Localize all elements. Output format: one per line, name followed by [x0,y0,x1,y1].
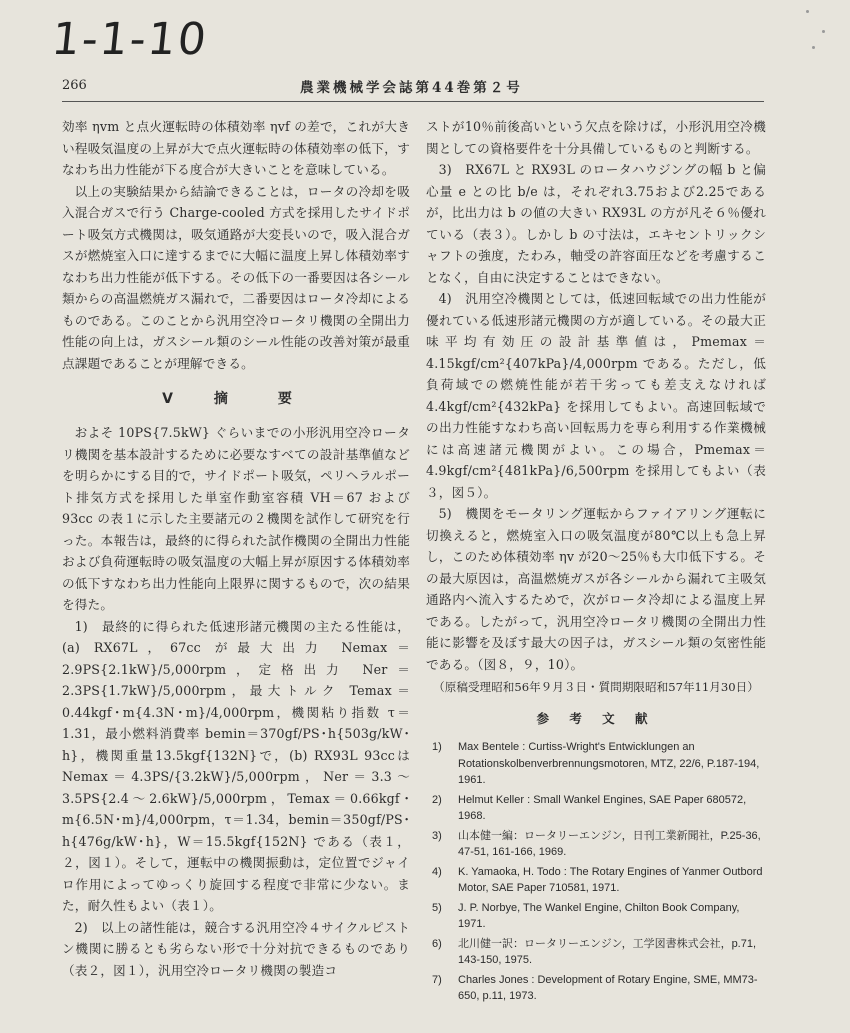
scan-speck [812,46,815,49]
header-rule [62,101,764,102]
reference-item [426,739,766,789]
reference-number: 7) [432,973,442,986]
paragraph: 4) 汎用空冷機関としては，低速回転域での出力性能が優れている低速形諸元機関の方が適している。その最大正味平均有効圧の設計基準値は，Pmemax＝4.15kgf/cm²{407kPa}/4,000rpm である。ただし，低負荷域での燃焼性能が若干劣っても差支えなければ4.4kgf/cm²{432kPa} を採用してもよい。高速回転域での出力性能すなわち高い回転馬力を専ら利用する作業機械には高速諸元機関がよい。この場合，Pmemax＝4.9kgf/cm²{481kPa}/6,500rpm を採用してもよい（表３，図５）。 [426,291,766,500]
section-heading: Ⅴ 摘 要 [162,391,310,407]
reference-number: 2) [432,793,442,806]
page-number: 266 [62,78,87,93]
reference-number: 6) [432,937,442,950]
reference-text: Helmut Keller : Small Wankel Engines, SAE Paper 680572, 1968. [458,793,747,822]
right-column [426,116,766,1008]
reference-number: 1) [432,741,442,753]
reference-item [426,972,766,1005]
paragraph: 5) 機関をモータリング運転からファイアリング運転に切換えると，燃焼室入口の吸気温度が80℃以上も急上昇し，このため体積効率 ηv が20～25％も大巾低下する。その最大原因は，高温燃焼ガスが各シールから漏れて主吸気通路内へ流入するためで，次がロータ冷却による温度上昇である。したがって，汎用空冷ロータリ機関の全開出力性能に影響を及ぼす最大の因子は，ガスシール類の気密性能である。（図８，９，10）。 [426,506,766,672]
paragraph: 2) 以上の諸性能は，競合する汎用空冷４サイクルピストン機関に勝るとも劣らない形で十分対抗できるものであり（表２，図１），汎用空冷ロータリ機関の製造コ [62,919,410,978]
paragraph: およそ 10PS{7.5kW} ぐらいまでの小形汎用空冷ロータリ機関を基本設計するために必要なすべての設計基準値などを明らかにする目的で，サイドポート吸気，ペリヘラルポート排気方式を採用した単室作動室容積 VH＝67 および 93cc の表１に示した主要諸元の２機関を試作して研究を行った。本報告は，最終的に得られた試作機関の全開出力性能および負荷運転時の吸気温度の大幅上昇が原因する体積効率の低下すなわち出力性能向上限界に関するもので，次の結果を得た。 [62,425,410,612]
reference-number: 3) [432,829,442,842]
reference-number: 4) [432,865,442,878]
references-heading: 参 考 文 献 [536,711,656,726]
reference-item [426,792,766,825]
reference-text: 北川健一訳：ロータリーエンジン，工学図書株式会社，p.71, 143-150, 1975. [458,937,757,966]
reference-text: Charles Jones : Development of Rotary Engine, SME, MM73-650, p.11, 1973. [458,973,758,1002]
scan-speck [806,10,809,13]
paragraph: 3) RX67L と RX93L のロータハウジングの幅 b と偏心量 e との比 b/e は，それぞれ3.75および2.25であるが，比出力は b の値の大きい RX93L の方が凡そ６％優れている（表３）。しかし b の寸法は，エキセントリックシャフトの強度，たわみ，軸受の許容面圧などを考慮することなく，自由に決定することはできない。 [426,162,766,285]
paragraph: 1) 最終的に得られた低速形諸元機関の主たる性能は，(a) RX67L，67cc が最大出力 Nemax＝2.9PS{2.1kW}/5,000rpm，定格出力 Ner＝2.3PS{1.7kW}/5,000rpm，最大トルク Temax＝0.44kgf･m{4.3N･m}/4,000rpm，機関粘り指数 τ＝1.31，最小燃料消費率 bemin＝370gf/PS･h{503g/kW･h}，機関重量13.5kgf{132N}で，(b) RX93L 93ccは Nemax＝4.3PS/{3.2kW}/5,000rpm，Ner＝3.3～3.5PS{2.4～2.6kW}/5,000rpm，Temax＝0.66kgf･m{6.5N･m}/4,000rpm，τ＝1.34，bemin＝350gf/PS･h{476g/kW･h}，W＝15.5kgf{152N} である（表１，２，図１）。そして，運転中の機関振動は，定位置でジャイロ作用によってゆっくり旋回する程度で非常に少ない。また，耐久性もよい（表１）。 [62,618,410,913]
reference-text: K. Yamaoka, H. Todo : The Rotary Engines of Yanmer Outbord Motor, SAE Paper 710581, 1971. [458,865,763,894]
reference-text: J. P. Norbye, The Wankel Engine, Chilton Book Company, 1971. [458,901,740,930]
paragraph: ストが10％前後高いという欠点を除けば，小形汎用空冷機関としての資格要件を十分具備しているものと判断する。 [426,119,766,156]
reference-text: Max Bentele : Curtiss-Wright's Entwicklungen an Rotationskolbenverbrennungsmotoren, MTZ, 22/6, P.187-194, 1961. [458,741,760,786]
reference-number: 5) [432,901,442,914]
reference-item [426,936,766,969]
paragraph: 以上の実験結果から結論できることは，ロータの冷却を吸入混合ガスで行う Charge-cooled 方式を採用したサイドポート吸気方式機関は，吸気通路が大変長いので，吸入混合ガスが燃焼室入口に達するまでに大幅に温度上昇し体積効率すなわち出力性能が低下する。その低下の一番要因は各シール類からの高温燃焼ガス漏れで，二番要因はロータ冷却によるものである。このことから汎用空冷ロータリ機関の全開出力性能の向上は，ガスシール類のシール性能の改善対策が最重点課題であることが理解できる。 [62,183,410,371]
running-title: 農業機械学会誌第44巻第２号 [300,80,523,96]
received-note: （原稿受理昭和56年９月３日・質問期限昭和57年11月30日） [433,680,759,694]
handwritten-note: 1-1-10 [49,14,211,65]
reference-text: 山本健一編：ロータリーエンジン，日刊工業新聞社，P.25-36, 47-51, 161-166, 1969. [458,829,761,858]
left-column [62,116,410,981]
reference-item [426,864,766,897]
reference-item [426,900,766,933]
reference-item [426,828,766,861]
paragraph: 効率 ηvm と点火運転時の体積効率 ηvf の差で，これが大きい程吸気温度の上昇が大で点火運転時の体積効率の低下，すなわち出力性能が下る度合が大きいことを意味している。 [62,119,410,177]
scan-speck [822,30,825,33]
